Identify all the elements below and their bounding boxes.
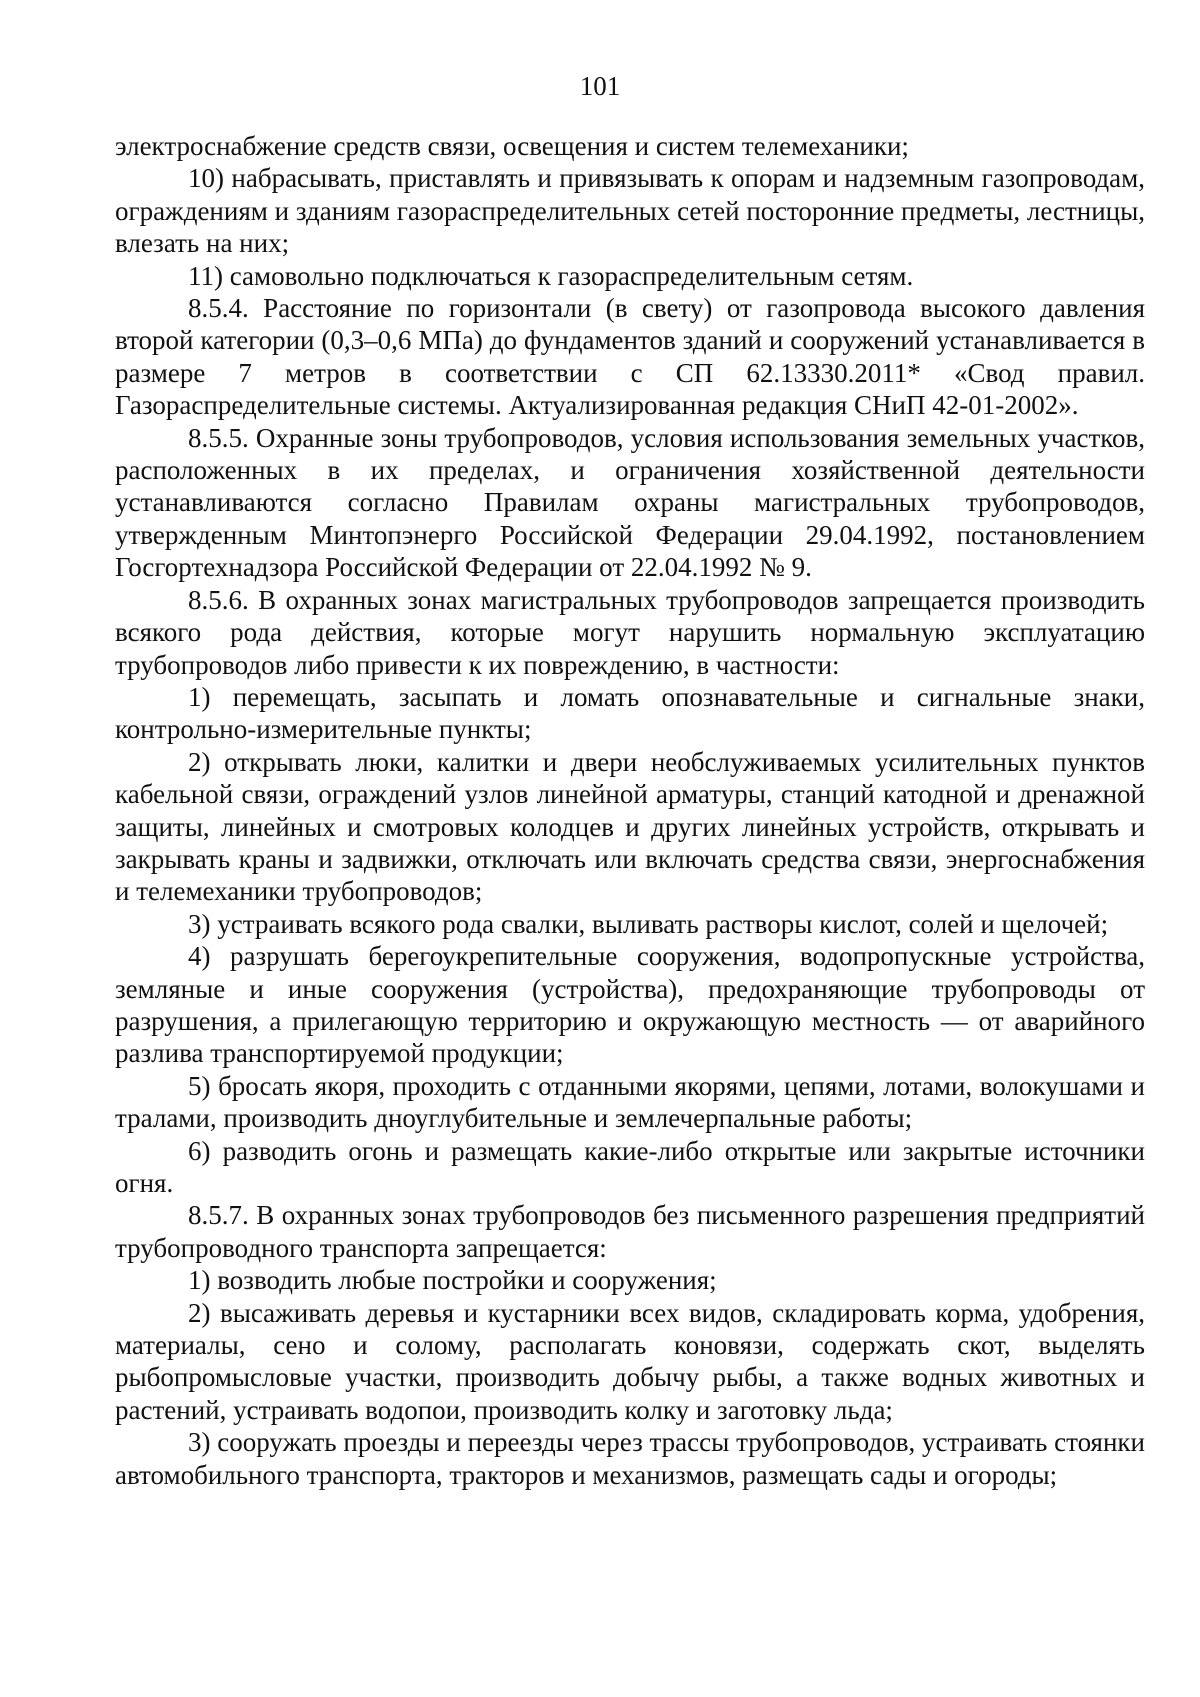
clause-8-5-7-item-3: 3) сооружать проезды и переезды через трассы трубопроводов, устраивать стоянки автомобильного транспорта, тракторов и механизмов, размещать сады и огороды; (115, 1427, 1145, 1490)
document-body (115, 130, 1145, 1491)
clause-8-5-7-item-1: 1) возводить любые постройки и сооружения; (188, 1265, 717, 1296)
clause-8-5-4: 8.5.4. Расстояние по горизонтали (в свету) от газопровода высокого давления второй категории (0,3–0,6 МПа) до фундаментов зданий и сооружений устанавливается в размере 7 метров в соответствии с СП 62.13330.2011* «Свод правил. Газораспределительные системы. Актуализированная редакция СНиП 42-01-2002». (115, 293, 1145, 421)
clause-8-5-6-item-6: 6) разводить огонь и размещать какие-либо открытые или закрытые источники огня. (115, 1135, 1145, 1198)
list-item-11: 11) самовольно подключаться к газораспределительным сетям. (188, 260, 914, 291)
list-item-10: 10) набрасывать, приставлять и привязывать к опорам и надземным газопроводам, ограждениям и зданиям газораспределительных сетей посторонние предметы, лестницы, влезать на них; (115, 163, 1145, 259)
clause-8-5-7-item-2: 2) высаживать деревья и кустарники всех видов, складировать корма, удобрения, материалы, сено и солому, располагать коновязи, содержать скот, выделять рыбопромысловые участки, производить добычу рыбы, а также водных животных и растений, устраивать водопои, производить колку и заготовку льда; (115, 1297, 1145, 1425)
clause-8-5-6: 8.5.6. В охранных зонах магистральных трубопроводов запрещается производить всякого рода действия, которые могут нарушить нормальную эксплуатацию трубопроводов либо привести к их повреждению, в частности: (115, 584, 1145, 680)
clause-8-5-6-item-4: 4) разрушать берегоукрепительные сооружения, водопропускные устройства, земляные и иные сооружения (устройства), предохраняющие трубопроводы от разрушения, а прилегающую территорию и окружающую местность — от аварийного разлива транспортируемой продукции; (115, 941, 1145, 1069)
paragraph-continuation: электроснабжение средств связи, освещения и систем телемеханики; (115, 131, 909, 161)
clause-8-5-6-item-5: 5) бросать якоря, проходить с отданными якорями, цепями, лотами, волокушами и тралами, производить дноуглубительные и землечерпальные работы; (115, 1070, 1145, 1134)
page-number: 101 (579, 71, 621, 101)
clause-8-5-7: 8.5.7. В охранных зонах трубопроводов без письменного разрешения предприятий трубопроводного транспорта запрещается: (115, 1200, 1145, 1263)
clause-8-5-5: 8.5.5. Охранные зоны трубопроводов, условия использования земельных участков, расположенных в их пределах, и ограничения хозяйственной деятельности устанавливаются согласно Правилам охраны магистральных трубопроводов, утвержденным Минтопэнерго Российской Федерации 29.04.1992, постановлением Госгортехнадзора Российской Федерации от 22.04.1992 № 9. (115, 422, 1145, 583)
clause-8-5-6-item-2: 2) открывать люки, калитки и двери необслуживаемых усилительных пунктов кабельной связи, ограждений узлов линейной арматуры, станций катодной и дренажной защиты, линейных и смотровых колодцев и других линейных устройств, открывать и закрывать краны и задвижки, отключать или включать средства связи, энергоснабжения и телемеханики трубопроводов; (115, 746, 1145, 907)
clause-8-5-6-item-1: 1) перемещать, засыпать и ломать опознавательные и сигнальные знаки, контрольно-измерительные пункты; (115, 681, 1145, 745)
clause-8-5-6-item-3: 3) устраивать всякого рода свалки, выливать растворы кислот, солей и щелочей; (188, 908, 1109, 939)
